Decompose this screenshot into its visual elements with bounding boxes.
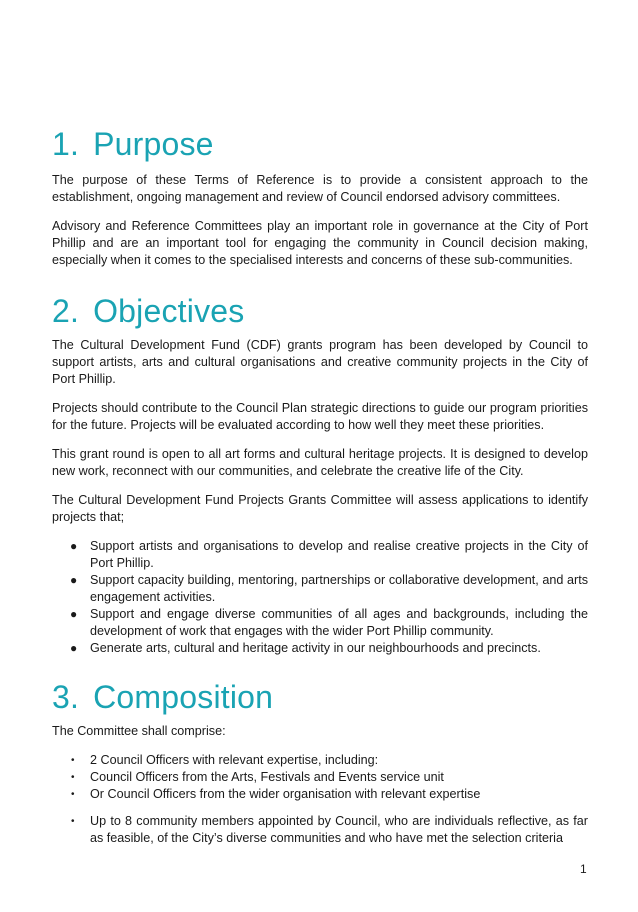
bullet-icon: ● [70, 539, 78, 553]
list-item [52, 813, 588, 847]
paragraph: The Cultural Development Fund Projects Grants Committee will assess applications to identify projects that; [52, 493, 588, 524]
bullet-icon: ● [70, 573, 78, 587]
section-objectives [52, 337, 588, 657]
list-item-text: Support capacity building, mentoring, partnerships or collaborative development, and arts engagement activities. [90, 573, 588, 604]
section-heading-objectives [52, 293, 588, 329]
list-item [52, 752, 588, 769]
paragraph: The Cultural Development Fund (CDF) grants program has been developed by Council to support artists, arts and cultural organisations and creative community projects in the City of Port Phillip. [52, 338, 588, 386]
list-item-text: Support artists and organisations to develop and realise creative projects in the City of Port Phillip. [90, 539, 588, 570]
document-page [52, 126, 588, 847]
list-item [52, 769, 588, 786]
list-item [52, 640, 588, 657]
list-item-text: 2 Council Officers with relevant expertise, including: [90, 753, 379, 767]
section-number: 2. [52, 293, 80, 329]
bullet-icon: ● [70, 607, 78, 621]
bullet-icon: • [71, 755, 75, 766]
list-item-text: Up to 8 community members appointed by Council, who are individuals reflective, as far as feasible, of the City’s diverse communities and who have met the selection criteria [90, 814, 588, 845]
paragraph: The Committee shall comprise: [52, 724, 226, 738]
objectives-list [52, 538, 588, 657]
composition-list [52, 752, 588, 803]
bullet-icon: • [71, 789, 75, 800]
composition-list-members [52, 813, 588, 847]
page-number: 1 [580, 862, 587, 876]
list-item [52, 538, 588, 572]
bullet-icon: ● [70, 641, 78, 655]
paragraph: Advisory and Reference Committees play an important role in governance at the City of Port Phillip and are an important tool for engaging the community in Council decision making, especially when it comes to the specialised interests and concerns of these sub-communities. [52, 219, 588, 267]
section-purpose [52, 172, 588, 269]
bullet-icon: • [71, 772, 75, 783]
section-title: Objectives [93, 293, 245, 329]
list-item-text: Or Council Officers from the wider organisation with relevant expertise [90, 787, 481, 801]
list-item-text: Generate arts, cultural and heritage activity in our neighbourhoods and precincts. [90, 641, 541, 655]
paragraph: Projects should contribute to the Council Plan strategic directions to guide our program priorities for the future. Projects will be evaluated according to how well they meet these priorities. [52, 401, 588, 432]
section-heading-purpose [52, 126, 588, 162]
list-item-text: Support and engage diverse communities of all ages and backgrounds, including the development of work that engages with the wider Port Phillip community. [90, 607, 588, 638]
list-item [52, 606, 588, 640]
list-item-text: Council Officers from the Arts, Festivals and Events service unit [90, 770, 444, 784]
section-number: 3. [52, 679, 80, 715]
section-composition [52, 723, 588, 847]
section-number: 1. [52, 126, 80, 162]
list-item [52, 786, 588, 803]
section-heading-composition [52, 679, 588, 715]
bullet-icon: • [71, 816, 75, 827]
list-item [52, 572, 588, 606]
paragraph: This grant round is open to all art forms and cultural heritage projects. It is designed to develop new work, reconnect with our communities, and celebrate the creative life of the City. [52, 447, 588, 478]
section-title: Composition [93, 679, 274, 715]
paragraph: The purpose of these Terms of Reference is to provide a consistent approach to the establishment, ongoing management and review of Council endorsed advisory committees. [52, 173, 588, 204]
section-title: Purpose [93, 126, 214, 162]
